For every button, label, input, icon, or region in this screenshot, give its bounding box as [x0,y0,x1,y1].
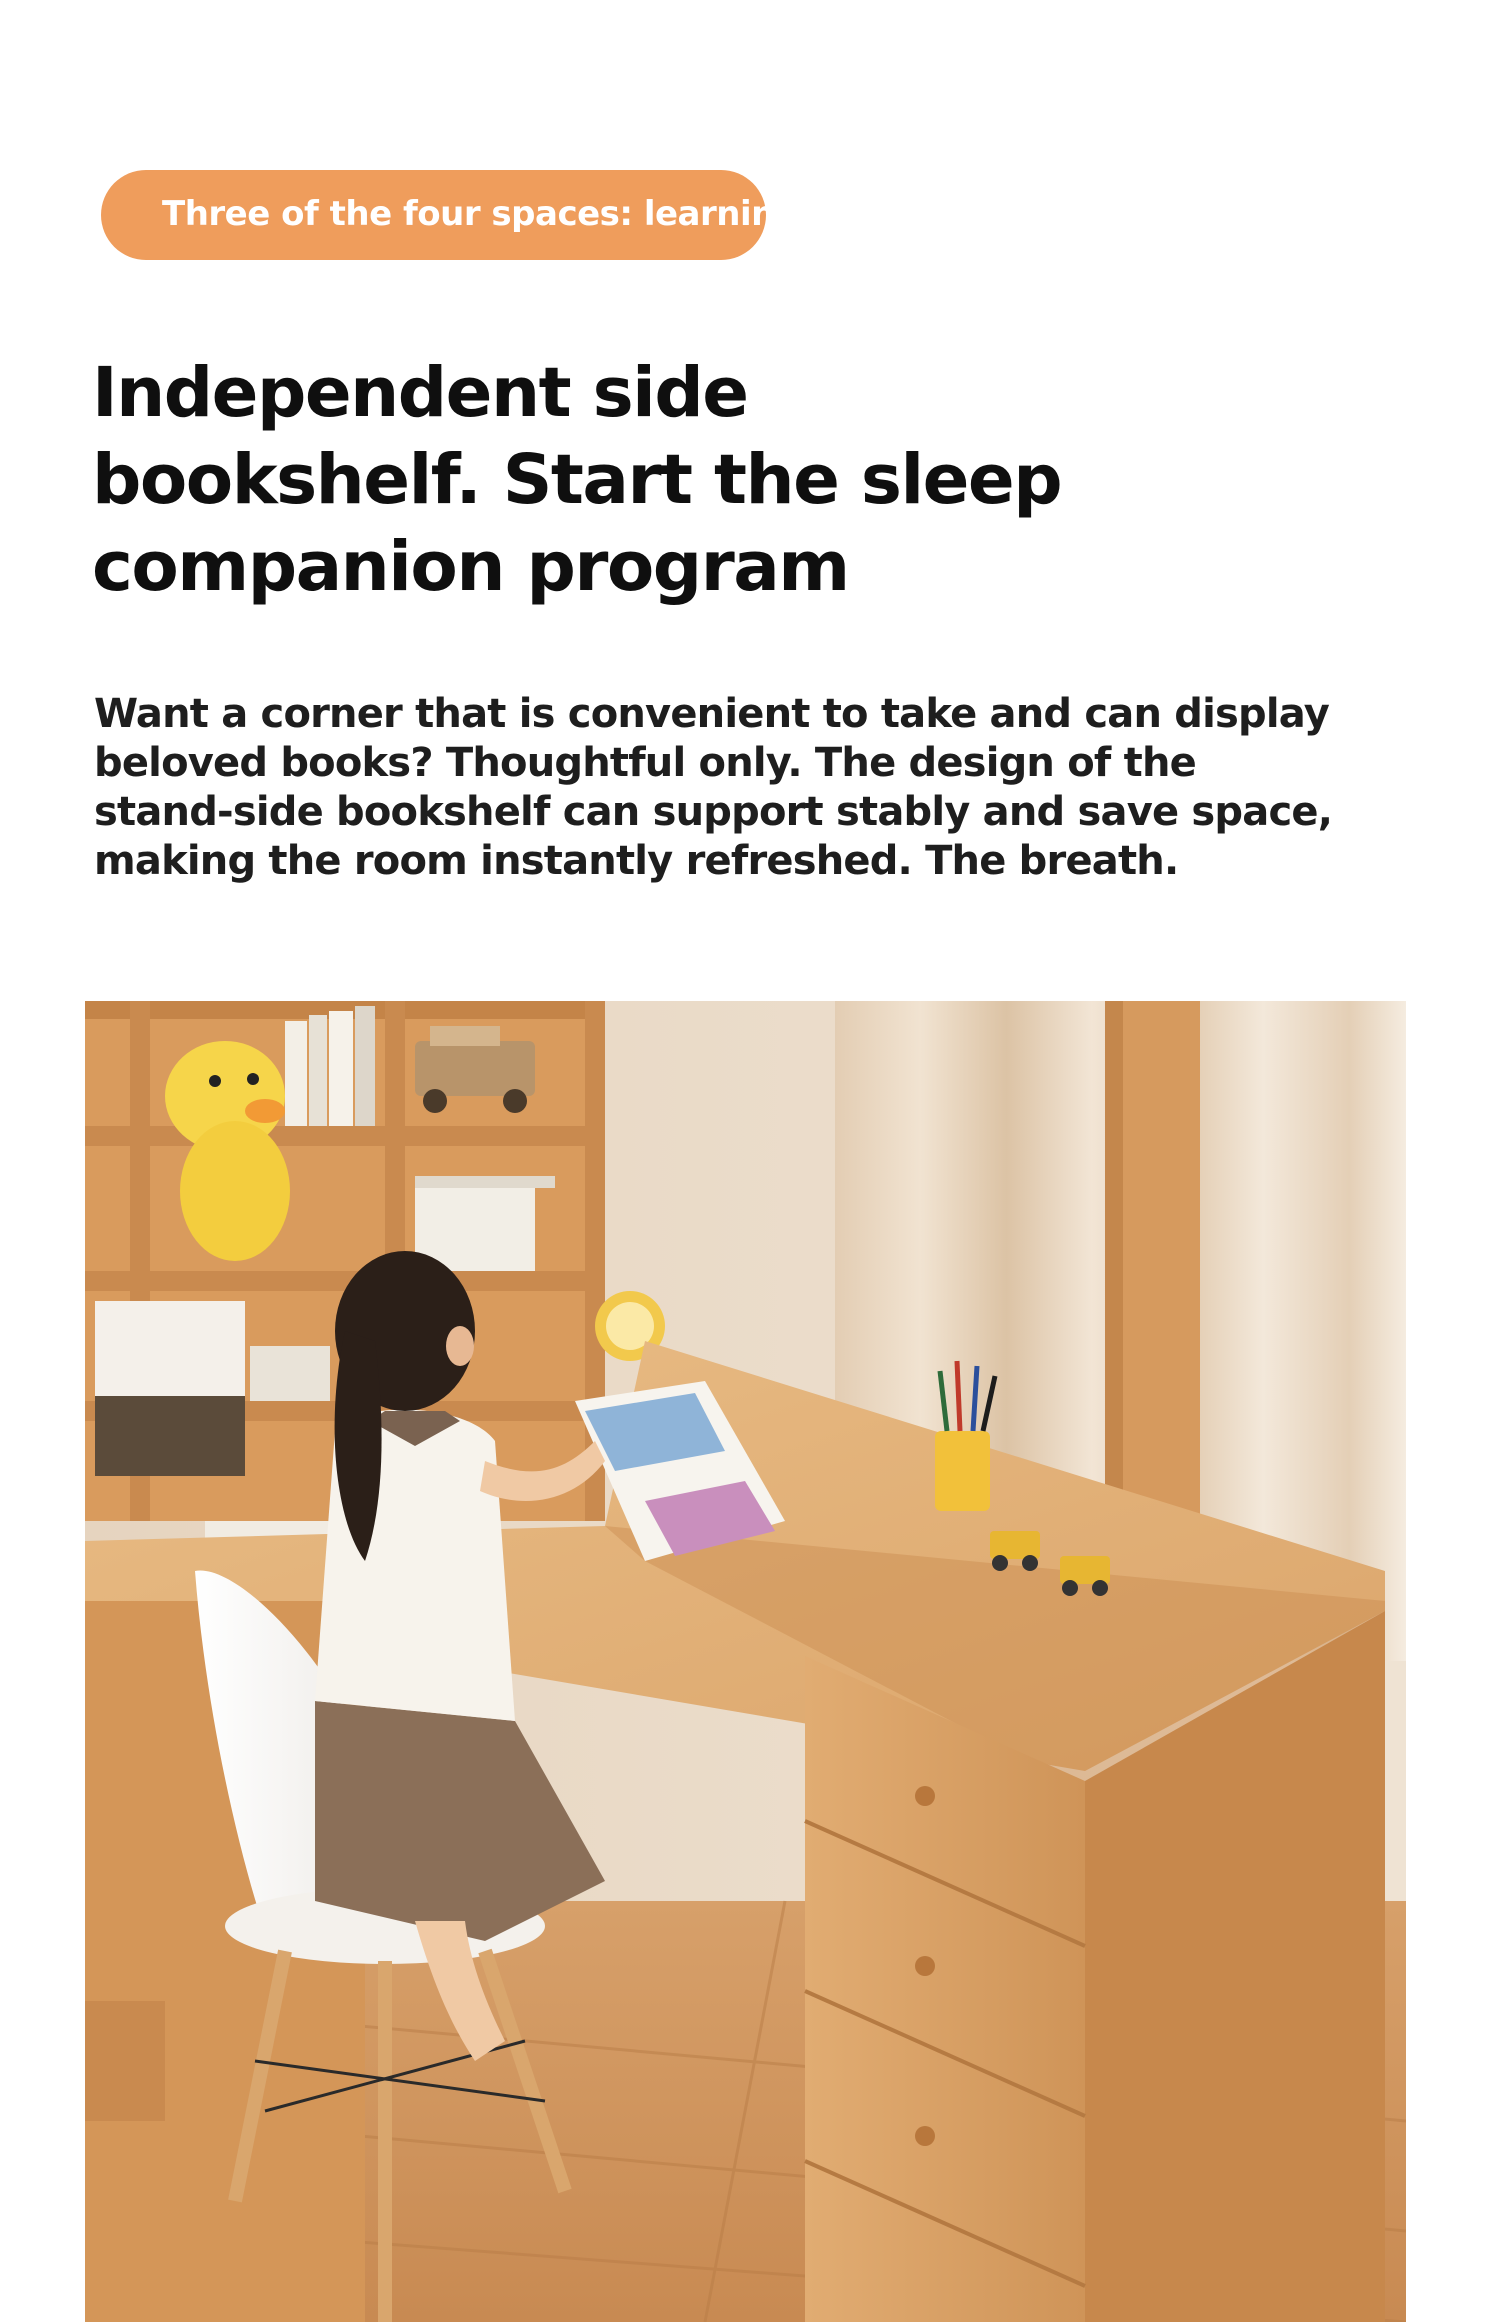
page-title [92,350,1192,611]
section-badge [101,170,894,260]
description-line: Want a corner that is convenient to take and can display [94,691,1329,737]
storage-box [95,1301,245,1396]
description-line: making the room instantly refreshed. The breath. [94,838,1179,884]
child-at-desk-photo [85,1001,1406,2322]
description-line: stand-side bookshelf can support stably and save space, [94,789,1333,835]
title-line: bookshelf. Start the sleep [92,440,1062,520]
title-line: Independent side [92,353,748,433]
drawer-knob [915,1786,935,1806]
section-badge-label: Three of the four spaces: learning area [162,194,894,234]
title-line: companion program [92,527,849,607]
description-line: beloved books? Thoughtful only. The design of the [94,740,1196,786]
photo-illustration [85,1001,1406,2322]
description-paragraph [94,690,1394,886]
